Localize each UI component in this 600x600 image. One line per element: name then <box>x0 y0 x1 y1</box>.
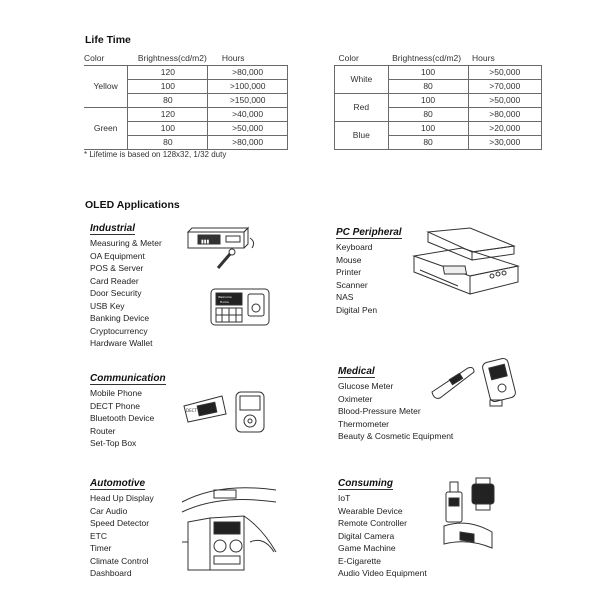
section-communication <box>90 368 166 450</box>
hours-cell: >50,000 <box>468 66 541 80</box>
section-title: Automotive <box>90 478 145 489</box>
list-item: Wearable Device <box>338 505 403 516</box>
header-brightness: Brightness(cd/m2) <box>137 52 207 63</box>
list-item: Thermometer <box>338 418 390 429</box>
brightness-cell: 80 <box>388 108 468 122</box>
header-brightness: Brightness(cd/m2) <box>392 52 462 63</box>
list-item: Card Reader <box>90 275 139 286</box>
item-list <box>336 241 402 316</box>
list-item: Oximeter <box>338 393 373 404</box>
lifetime-title: Life Time <box>85 34 131 46</box>
list-item: E-Cigarette <box>338 555 381 566</box>
hours-cell: >50,000 <box>208 122 288 136</box>
list-item: DECT Phone <box>90 400 140 411</box>
list-item: Set-Top Box <box>90 438 137 448</box>
header-hours: Hours <box>221 52 245 63</box>
section-title: Communication <box>90 373 166 384</box>
list-item: IoT <box>338 493 351 503</box>
brightness-cell: 100 <box>128 122 208 136</box>
brightness-cell: 80 <box>388 136 468 150</box>
section-title: Industrial <box>90 223 136 234</box>
brightness-cell: 120 <box>128 108 208 122</box>
list-item: Digital Pen <box>336 304 378 315</box>
color-cell: White <box>335 66 389 94</box>
list-item: Digital Camera <box>338 530 395 541</box>
section-consuming <box>338 473 427 580</box>
item-list <box>90 237 162 350</box>
medical-devices-illustration <box>428 356 524 412</box>
brightness-cell: 100 <box>388 66 468 80</box>
list-item: Door Security <box>90 288 142 298</box>
color-cell: Yellow <box>84 66 128 108</box>
hours-cell: >20,000 <box>468 122 541 136</box>
list-item: OA Equipment <box>90 250 145 261</box>
header-color: Color <box>338 52 359 63</box>
section-industrial <box>90 218 162 350</box>
list-item: Timer <box>90 543 112 553</box>
list-item: Bluetooth Device <box>90 413 155 423</box>
door-security-illustration <box>210 288 270 326</box>
list-item: Remote Controller <box>338 518 407 528</box>
list-item: Head Up Display <box>90 493 154 503</box>
hours-cell: >40,000 <box>208 108 288 122</box>
list-item: Scanner <box>336 279 368 290</box>
list-item: Router <box>90 425 116 436</box>
brightness-cell: 120 <box>128 66 208 80</box>
svg-text:DECT: DECT <box>186 408 197 413</box>
color-cell: Blue <box>335 122 389 150</box>
hours-cell: >70,000 <box>468 80 541 94</box>
header-hours: Hours <box>472 52 495 63</box>
list-item: Banking Device <box>90 313 150 323</box>
list-item: USB Key <box>90 300 125 311</box>
list-item: Dashboard <box>90 568 132 578</box>
communication-devices-illustration <box>182 390 268 436</box>
applications-title: OLED Applications <box>85 199 180 211</box>
hours-cell: >80,000 <box>208 136 288 150</box>
list-item: Blood-Pressure Meter <box>338 406 421 416</box>
section-title: PC Peripheral <box>336 227 402 238</box>
list-item: Car Audio <box>90 505 128 516</box>
hours-cell: >30,000 <box>468 136 541 150</box>
brightness-cell: 100 <box>388 94 468 108</box>
hours-cell: >80,000 <box>208 66 288 80</box>
list-item: Speed Detector <box>90 518 150 528</box>
printer-scanner-illustration <box>408 226 526 298</box>
svg-text:Home: Home <box>220 300 229 304</box>
measuring-meter-illustration <box>184 224 270 274</box>
consumer-devices-illustration <box>440 476 498 552</box>
list-item: Game Machine <box>338 543 396 553</box>
brightness-cell: 80 <box>128 136 208 150</box>
svg-text:▮▮▮: ▮▮▮ <box>201 239 210 245</box>
section-pc-peripheral <box>336 222 402 316</box>
list-item: NAS <box>336 292 354 302</box>
lifetime-note: * Lifetime is based on 128x32, 1/32 duty <box>84 150 227 159</box>
list-item: Mouse <box>336 254 362 265</box>
list-item: Glucose Meter <box>338 381 394 391</box>
brightness-cell: 80 <box>388 80 468 94</box>
svg-text:Welcome: Welcome <box>218 295 232 299</box>
item-list <box>90 492 154 580</box>
hours-cell: >80,000 <box>468 108 541 122</box>
hours-cell: >150,000 <box>208 94 288 108</box>
lifetime-table-right <box>334 51 542 150</box>
list-item: Beauty & Cosmetic Equipment <box>338 431 454 441</box>
list-item: POS & Server <box>90 263 144 273</box>
brightness-cell: 80 <box>128 94 208 108</box>
section-title: Medical <box>338 366 375 377</box>
color-cell: Green <box>84 108 128 150</box>
list-item: Keyboard <box>336 242 373 252</box>
list-item: Hardware Wallet <box>90 338 153 348</box>
hours-cell: >100,000 <box>208 80 288 94</box>
brightness-cell: 100 <box>128 80 208 94</box>
item-list <box>90 387 166 450</box>
brightness-cell: 100 <box>388 122 468 136</box>
list-item: Measuring & Meter <box>90 238 162 248</box>
list-item: Mobile Phone <box>90 388 142 398</box>
list-item: Printer <box>336 267 362 277</box>
header-color: Color <box>84 52 105 63</box>
list-item: Audio Video Equipment <box>338 568 427 578</box>
list-item: Cryptocurrency <box>90 325 148 336</box>
color-cell: Red <box>335 94 389 122</box>
list-item: Climate Control <box>90 555 149 566</box>
section-title: Consuming <box>338 478 393 489</box>
section-automotive <box>90 473 154 580</box>
lifetime-table-left <box>84 51 288 150</box>
list-item: ETC <box>90 530 107 541</box>
car-dashboard-illustration <box>180 482 278 574</box>
hours-cell: >50,000 <box>468 94 541 108</box>
item-list <box>338 492 427 580</box>
